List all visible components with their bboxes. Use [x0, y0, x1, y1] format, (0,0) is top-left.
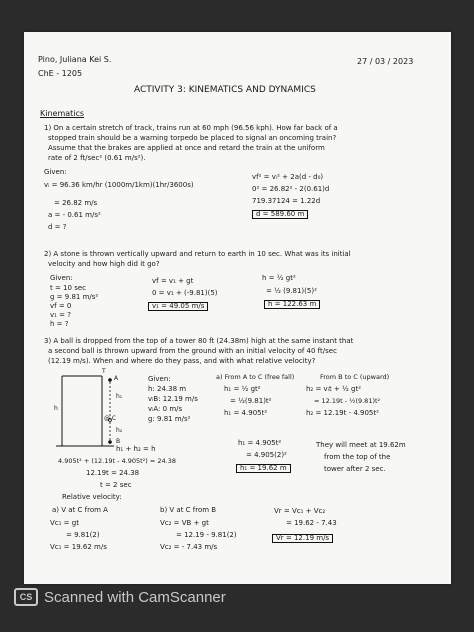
from-a-0: h₁ = ½ gt² — [224, 385, 261, 393]
from-b-2: h₂ = 12.19t - 4.905t² — [306, 409, 379, 417]
p2-given-0: Given: — [50, 274, 73, 282]
meet-2: tower after 2 sec. — [324, 465, 386, 473]
camscanner-watermark — [14, 588, 226, 606]
camscanner-logo-icon: CS — [14, 588, 38, 606]
diagram-label-h1: h₁ — [116, 393, 123, 400]
diagram-label-c: @ C — [104, 415, 117, 422]
diagram-label-t: T — [102, 368, 106, 375]
date: 27 / 03 / 2023 — [357, 57, 414, 66]
p1-given: Given: — [44, 168, 67, 176]
from-a-1: = ½(9.81)t² — [230, 397, 272, 405]
p1-line-4: rate of 2 ft/sec² (0.61 m/s²). — [48, 154, 146, 162]
rel-a-2: = 9.81(2) — [66, 531, 100, 539]
rel-b-2: = 12.19 - 9.81(2) — [176, 531, 237, 539]
sum-2: 12.19t = 24.38 — [86, 469, 140, 477]
p2-eq4: = ½ (9.81)(5)² — [266, 287, 317, 295]
from-a-2: h₁ = 4.905t² — [224, 409, 268, 417]
h1-calc-1: = 4.905(2)² — [246, 451, 287, 459]
p2-answer-v: v₁ = 49.05 m/s — [148, 302, 208, 311]
p2-eq2: 0 = v₁ + (-9.81)(5) — [152, 289, 218, 297]
p2-given-1: t = 10 sec — [50, 284, 86, 292]
from-b-title: From B to C (upward) — [320, 373, 390, 381]
sum-0: h₁ + h₂ = h — [116, 445, 156, 453]
p3-given-1: h: 24.38 m — [148, 385, 187, 393]
p2-eq3: h = ½ gt² — [262, 274, 296, 282]
activity-title: ACTIVITY 3: KINEMATICS AND DYNAMICS — [134, 85, 316, 95]
tower-diagram — [52, 368, 142, 452]
meet-0: They will meet at 19.62m — [316, 441, 406, 449]
rel-b-3: Vc₂ = - 7.43 m/s — [160, 543, 218, 551]
scanned-page — [24, 32, 451, 584]
rel-b-0: b) V at C from B — [160, 506, 217, 514]
diagram-label-h: h — [54, 405, 58, 412]
p1-eq2: 0² = 26.82² - 2(0.61)d — [252, 185, 330, 193]
p1-v1: vᵢ = 96.36 km/hr (1000m/1km)(1hr/3600s) — [44, 181, 194, 189]
diagram-label-b: B — [116, 438, 121, 445]
p2-given-4: v₁ = ? — [50, 311, 71, 319]
relative-answer: Vr = 12.19 m/s — [272, 534, 333, 543]
p2-given-5: h = ? — [50, 320, 69, 328]
p2-line-2: velocity and how high did it go? — [48, 260, 160, 268]
sum-1: 4.905t² + (12.19t - 4.905t²) = 24.38 — [58, 457, 176, 465]
rel-a-3: Vc₁ = 19.62 m/s — [50, 543, 107, 551]
p3-line-1: 3) A ball is dropped from the top of a tower 80 ft (24.38m) high at the same instant that — [44, 337, 354, 345]
p3-answer-h1: h₁ = 19.62 m — [236, 464, 291, 473]
rel-r-1: = 19.62 - 7.43 — [286, 519, 337, 527]
p1-accel: a = - 0.61 m/s² — [48, 211, 101, 219]
rel-b-1: Vc₂ = VB + gt — [160, 519, 209, 527]
diagram-label-h2: h₂ — [116, 427, 123, 434]
p1-unknown: d = ? — [48, 223, 67, 231]
diagram-label-a: A — [114, 375, 119, 382]
p2-given-2: g = 9.81 m/s² — [50, 293, 99, 301]
meet-1: from the top of the — [324, 453, 391, 461]
p1-line-1: 1) On a certain stretch of track, trains run at 60 mph (96.56 kph). How far back of a — [44, 124, 338, 132]
h1-calc-0: h₁ = 4.905t² — [238, 439, 282, 447]
from-b-1: = 12.19t - ½(9.81)t² — [314, 397, 381, 405]
p1-eq3: 719.37124 = 1.22d — [252, 197, 321, 205]
p3-given-3: vᵢA: 0 m/s — [148, 405, 183, 413]
p1-line-2: stopped train should be a warning torpedo be placed to signal an oncoming train? — [48, 134, 337, 142]
sum-3: t = 2 sec — [100, 481, 132, 489]
relative-heading: Relative velocity: — [62, 493, 122, 501]
p3-line-2: a second ball is thrown upward from the ground with an initial velocity of 40 ft/sec — [48, 347, 337, 355]
p3-given-4: g: 9.81 m/s² — [148, 415, 191, 423]
p1-eq1: vf² = vᵢ² + 2a(d - d₀) — [252, 173, 324, 181]
p2-eq1: vf = v₁ + gt — [152, 277, 194, 285]
p1-v1-result: = 26.82 m/s — [54, 199, 98, 207]
p2-given-3: vf = 0 — [50, 302, 72, 310]
course-code: ChE - 1205 — [38, 69, 83, 78]
p2-line-1: 2) A stone is thrown vertically upward and return to earth in 10 sec. What was its initial — [44, 250, 351, 258]
p3-given-2: vᵢB: 12.19 m/s — [148, 395, 198, 403]
from-a-title: a) From A to C (free fall) — [216, 373, 295, 381]
p2-answer-h: h = 122.63 m — [264, 300, 320, 309]
rel-a-1: Vc₁ = gt — [50, 519, 79, 527]
p1-answer: d = 589.60 m — [252, 210, 308, 219]
watermark-text: Scanned with CamScanner — [44, 588, 226, 606]
rel-a-0: a) V at C from A — [52, 506, 108, 514]
p3-given-0: Given: — [148, 375, 171, 383]
p1-line-3: Assume that the brakes are applied at once and retard the train at the uniform — [48, 144, 325, 152]
rel-r-0: Vr = Vc₁ + Vc₂ — [274, 507, 326, 515]
from-b-0: h₂ = vᵢt + ½ gt² — [306, 385, 362, 393]
kinematics-heading: Kinematics — [40, 109, 85, 118]
p3-line-3: (12.19 m/s). When and where do they pass, and with what relative velocity? — [48, 357, 316, 365]
student-name: Pino, Juliana Kei S. — [38, 55, 112, 64]
